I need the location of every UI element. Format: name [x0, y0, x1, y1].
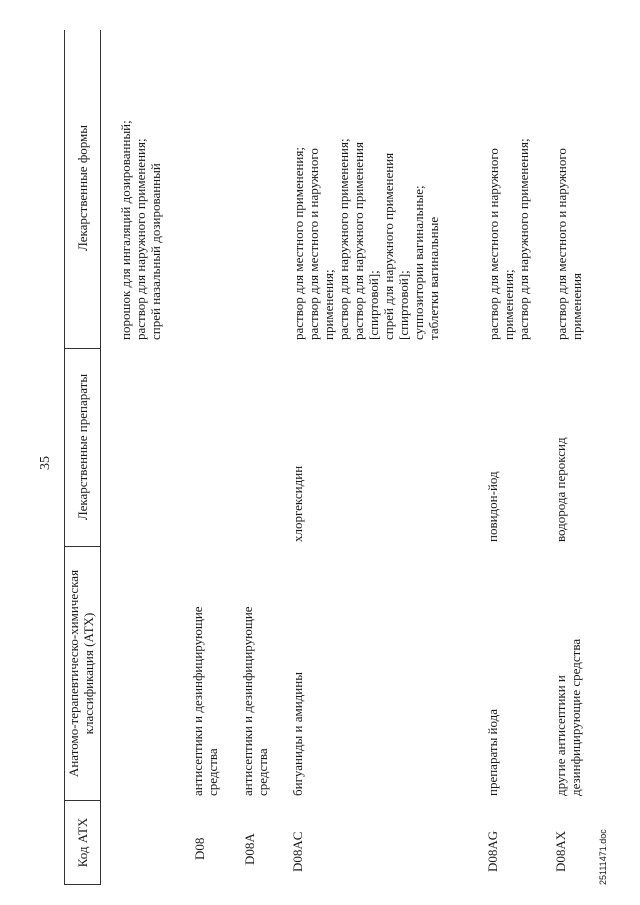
cell-code-row-6: D08AX	[553, 830, 568, 872]
cell-code-row-2: D08	[192, 837, 207, 860]
cell-forms-row-6: раствор для местного и наружного применения	[554, 148, 584, 340]
cell-preparation-row-4: хлоргексидин	[290, 465, 305, 542]
cell-forms-row-1: порошок для ингаляций дозированный; раствор для наружного применения; спрей назальный дозированный	[118, 120, 163, 340]
cell-classification-row-4: бигуаниды и амидины	[290, 672, 305, 796]
cell-classification-row-3: антисептики и дезинфицирующие средства	[240, 606, 270, 796]
cell-preparation-row-5: повидон-йод	[485, 471, 500, 542]
cell-forms-row-4: раствор для местного применения; раствор для местного и наружного применения; раствор для наружного применения; раствор для наружного применения [спиртовой]; спрей для наружного применения [спиртовой]; суппозитории вагинальные; таблетки вагинальные	[291, 138, 441, 340]
cell-classification-row-6: другие антисептики и дезинфицирующие средства	[553, 638, 583, 796]
table-border-left	[64, 884, 101, 885]
column-divider-1	[64, 800, 101, 801]
header-classification: Анатомо-терапевтическо-химическая классификация (АТХ)	[66, 569, 96, 778]
page-number: 35	[38, 456, 53, 470]
column-divider-3	[64, 348, 101, 349]
cell-code-row-3: D08A	[242, 833, 257, 865]
cell-preparation-row-6: водорода пероксид	[553, 437, 568, 542]
cell-code-row-4: D08AC	[290, 831, 305, 872]
column-divider-2	[64, 546, 101, 547]
header-forms: Лекарственные формы	[75, 124, 90, 252]
cell-classification-row-5: препараты йода	[485, 708, 500, 796]
header-preparations: Лекарственные препараты	[75, 373, 90, 521]
cell-forms-row-5: раствор для местного и наружного применения; раствор для наружного применения;	[486, 138, 531, 340]
cell-code-row-5: D08AG	[485, 830, 500, 872]
table-border-bottom	[100, 30, 101, 884]
document-filename: 25111471.doc	[598, 829, 608, 885]
cell-classification-row-2: антисептики и дезинфицирующие средства	[190, 606, 220, 796]
table-border-top	[64, 30, 65, 884]
header-code: Код АТХ	[75, 817, 90, 868]
